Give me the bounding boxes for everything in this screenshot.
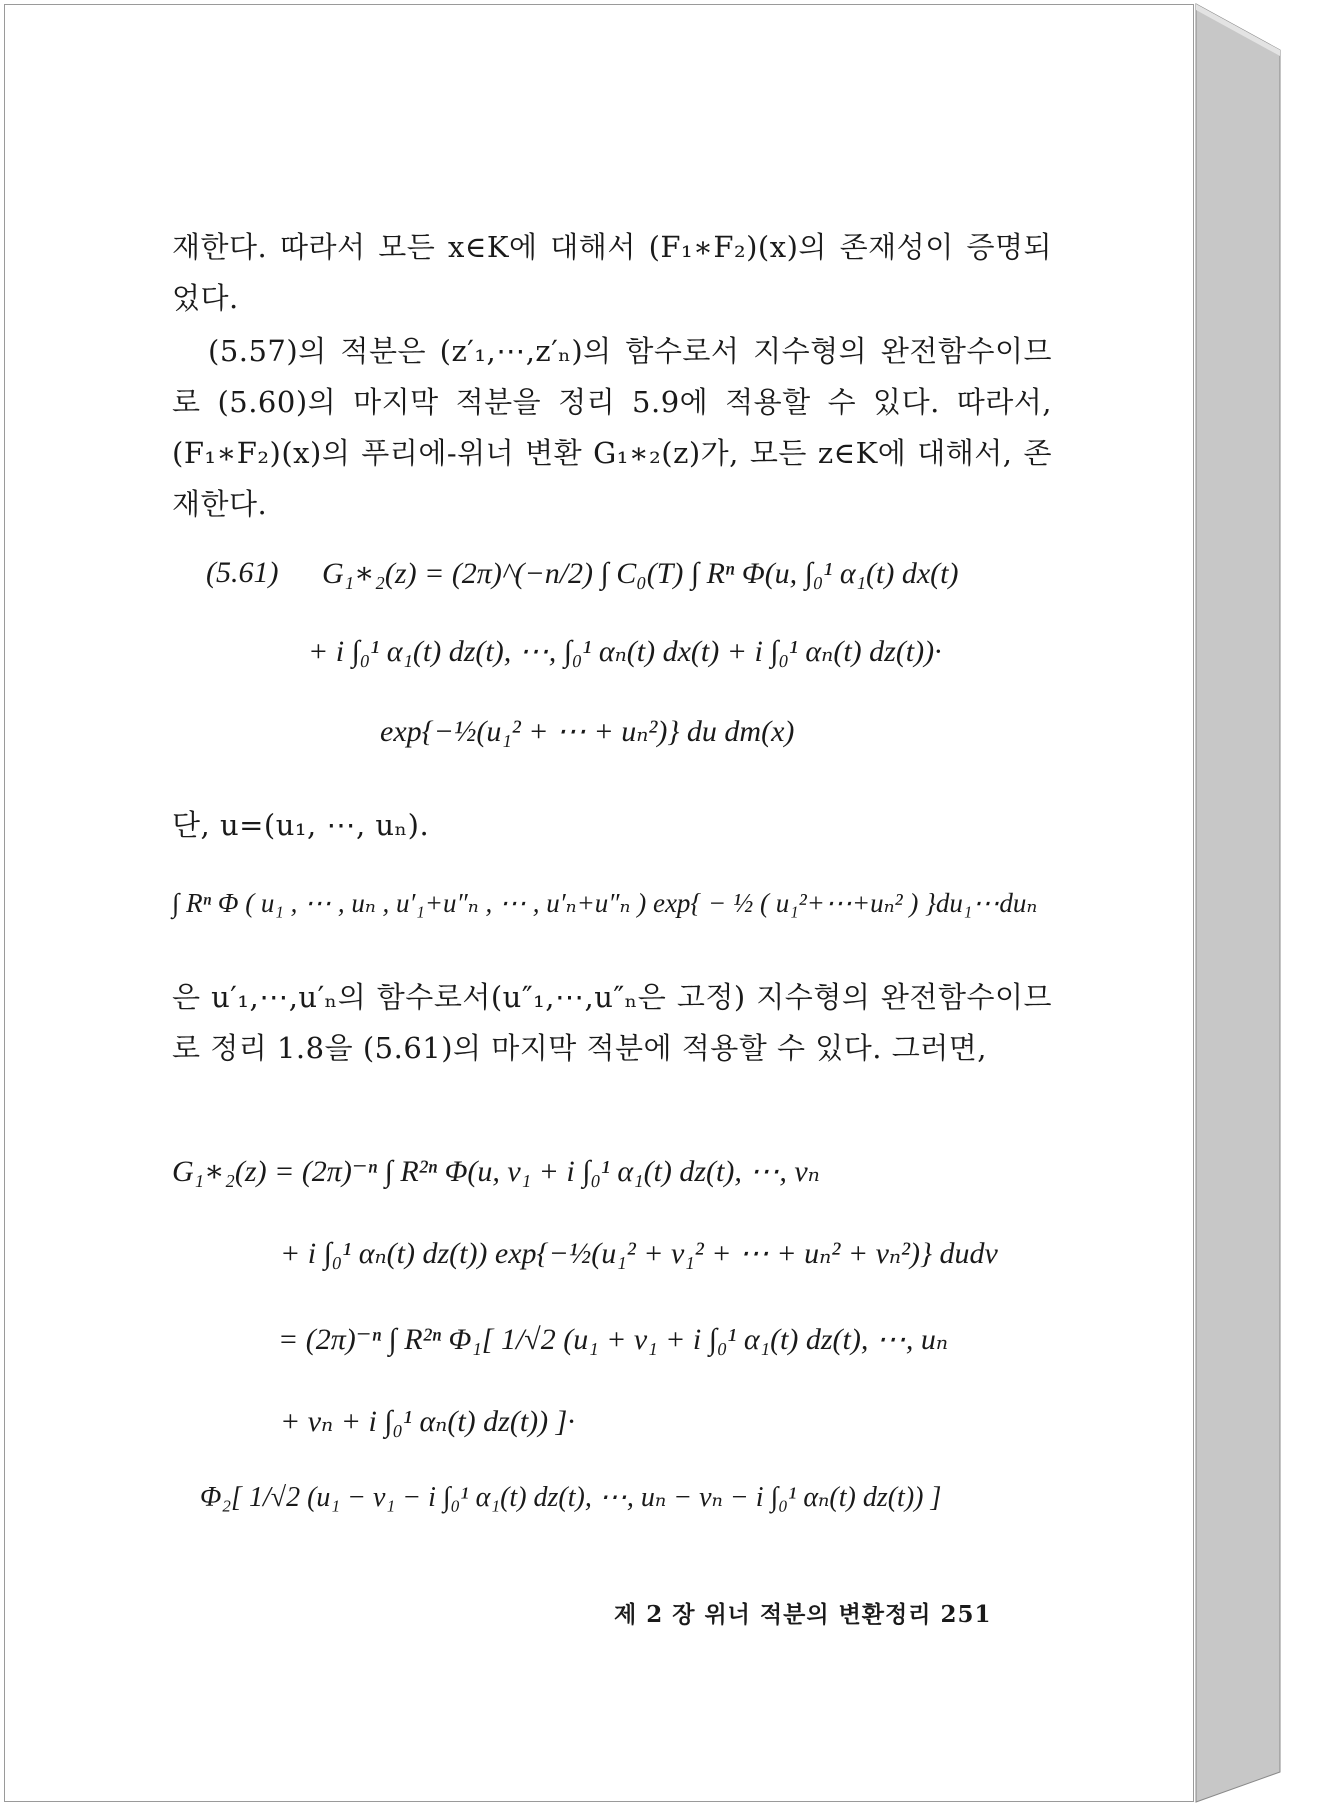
equation-5-61-line-3: exp{−½(u₁² + ⋯ + uₙ²)} du dm(x)	[380, 715, 795, 748]
integral-expression: ∫ Rⁿ Φ ( u₁ , ⋯ , uₙ , u′₁+u″ₙ , ⋯ , u′ₙ+u″ₙ ) exp{ − ½ ( u₁²+⋯+uₙ² ) }du₁⋯duₙ	[172, 888, 1038, 918]
paragraph-3: 은 u′₁,⋯,u′ₙ의 함수로서(u″₁,⋯,u″ₙ은 고정) 지수형의 완전함수이므로 정리 1.8을 (5.61)의 마지막 적분에 적용할 수 있다. 그러면,	[172, 980, 1052, 1065]
running-footer: 제 2 장 위너 적분의 변환정리 251	[614, 1601, 992, 1628]
paragraph-2: (5.57)의 적분은 (z′₁,⋯,z′ₙ)의 함수로서 지수형의 완전함수이므로 (5.60)의 마지막 적분을 정리 5.9에 적용할 수 있다. 따라서, (F₁∗F₂)(x)의 푸리에-위너 변환 G₁∗₂(z)가, 모든 z∈K에 대해서, 존재한다.	[172, 334, 1052, 521]
equation-5-61-line-1: G₁∗₂(z) = (2π)^(−n/2) ∫ C₀(T) ∫ Rⁿ Φ(u, ∫₀¹ α₁(t) dx(t)	[322, 557, 959, 590]
equation-5-61-line-2: + i ∫₀¹ α₁(t) dz(t), ⋯, ∫₀¹ αₙ(t) dx(t) + i ∫₀¹ αₙ(t) dz(t))·	[308, 635, 942, 668]
paragraph-1: 재한다. 따라서 모든 x∈K에 대해서 (F₁∗F₂)(x)의 존재성이 증명되었다.	[172, 230, 1052, 315]
derivation-line-4: + vₙ + i ∫₀¹ αₙ(t) dz(t)) ]·	[280, 1405, 575, 1438]
derivation-line-2: + i ∫₀¹ αₙ(t) dz(t)) exp{−½(u₁² + v₁² + ⋯ + uₙ² + vₙ²)} dudv	[280, 1237, 998, 1270]
derivation-line-1: G₁∗₂(z) = (2π)⁻ⁿ ∫ R²ⁿ Φ(u, v₁ + i ∫₀¹ α₁(t) dz(t), ⋯, vₙ	[172, 1155, 820, 1188]
derivation-line-5: Φ₂[ 1/√2 (u₁ − v₁ − i ∫₀¹ α₁(t) dz(t), ⋯, uₙ − vₙ − i ∫₀¹ αₙ(t) dz(t)) ]	[200, 1482, 942, 1513]
derivation-line-3: = (2π)⁻ⁿ ∫ R²ⁿ Φ₁[ 1/√2 (u₁ + v₁ + i ∫₀¹ α₁(t) dz(t), ⋯, uₙ	[278, 1323, 949, 1356]
equation-label: (5.61)	[206, 556, 279, 589]
where-clause	[172, 800, 1052, 851]
where-text: 단, u=(u₁, ⋯, uₙ).	[172, 808, 430, 842]
text-block-1	[172, 222, 1052, 530]
text-block-3	[172, 972, 1052, 1074]
